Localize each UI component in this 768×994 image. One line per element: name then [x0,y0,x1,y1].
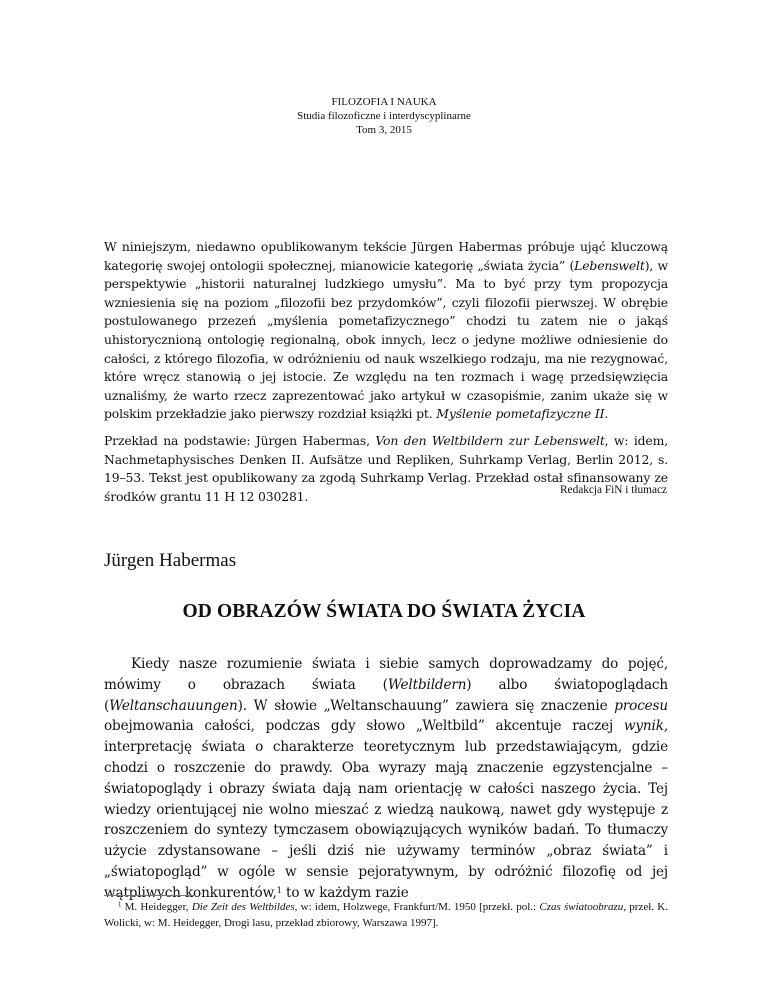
editorial-note-paragraph: W niniejszym, niedawno opublikowanym tekście Jürgen Habermas próbuje ująć kluczową kategorię swojej ontologii społecznej, mianowicie kategorię „świata życia” (Lebenswelt), w perspektywie „historii naturalnej ludzkiego umysłu”. Ma to być przy tym propozycja wzniesienia się na poziom „filozofii bez przydomków”, czyli filozofii pierwszej. W obrębie postulowanego przezeń „myślenia pometafizycznego” chodzi tu zatem nie o jakąś uhistorycznioną ontologię regionalną, obok innych, lecz o jedyne możliwe odniesienie do całości, z którego filozofia, w odróżnieniu od nauk wszelkiego rodzaju, ma nie rezygnować, które wręcz stanowią o jej istocie. Ze względu na ten rozmach i wagę przedsięwzięcia uznaliśmy, że warto rzecz zaprezentować jako artykuł w czasopiśmie, zanim ukaże się w polskim przekładzie jako pierwszy rozdział książki pt. Myślenie pometafizyczne II. [104,239,669,422]
footnote: $^1$ M. Heidegger, Die Zeit des Weltbildes, w: idem, Holzwege, Frankfurt/M. 1950 [przekł. pol.: Czas światoobrazu, przeł. K. Wolicki, w: M. Heidegger, Drogi lasu, przekład zbiorowy, Warszawa 1997]. [104,901,668,929]
journal-volume: Tom 3, 2015 [356,124,412,136]
author-name: Jürgen Habermas [104,550,237,571]
editorial-credit: Redakcja FiN i tłumacz [560,484,667,496]
footnote-divider [104,895,196,896]
article-title: OD OBRAZÓW ŚWIATA DO ŚWIATA ŻYCIA [182,601,586,622]
footnote-reference[interactable]: 1 [276,884,282,895]
journal-name: FILOZOFIA I NAUKA [331,96,437,108]
translation-source-paragraph: Przekład na podstawie: Jürgen Habermas, Von den Weltbildern zur Lebenswelt, w: idem, Nachmetaphysisches Denken II. Aufsätze und Repliken, Suhrkamp Verlag, Berlin 2012, s. 19–53. Tekst jest opublikowany za zgodą Suhrkamp Verlag. Przekład ostał sfinansowany ze środków grantu 11 H 12 030281. [104,433,668,504]
journal-subtitle: Studia filozoficzne i interdyscyplinarne [297,110,471,122]
journal-header [0,95,768,137]
body-paragraph: Kiedy nasze rozumienie świata i siebie samych doprowadzamy do pojęć, mówimy o obrazach świata (Weltbildern) albo światopoglądach (Weltanschauungen). W słowie „Weltanschauung” zawiera się znaczenie procesu obejmowania całości, podczas gdy słowo „Weltbild” akcentuje raczej wynik, interpretację świata o charakterze teoretycznym lub przedstawiającym, gdzie chodzi o roszczenie do prawdy. Oba wyrazy mają znaczenie egzystencjalne – światopoglądy i obrazy świata dają nam orientację w całości naszego życia. Tej wiedzy orientującej nie wolno mieszać z wiedzą naukową, nawet gdy występuje z roszczeniem do syntezy tymczasem obowiązujących wyników badań. To tłumaczy użycie zdystansowane – jeśli dziś nie używamy terminów „obraz świata” i „światopogląd” w ogóle w sensie pejoratywnym, by odróżnić filozofię od jej wątpliwych konkurentów,$^1$ to w każdym razie [104,656,668,901]
footnote-number: 1 [118,901,122,909]
